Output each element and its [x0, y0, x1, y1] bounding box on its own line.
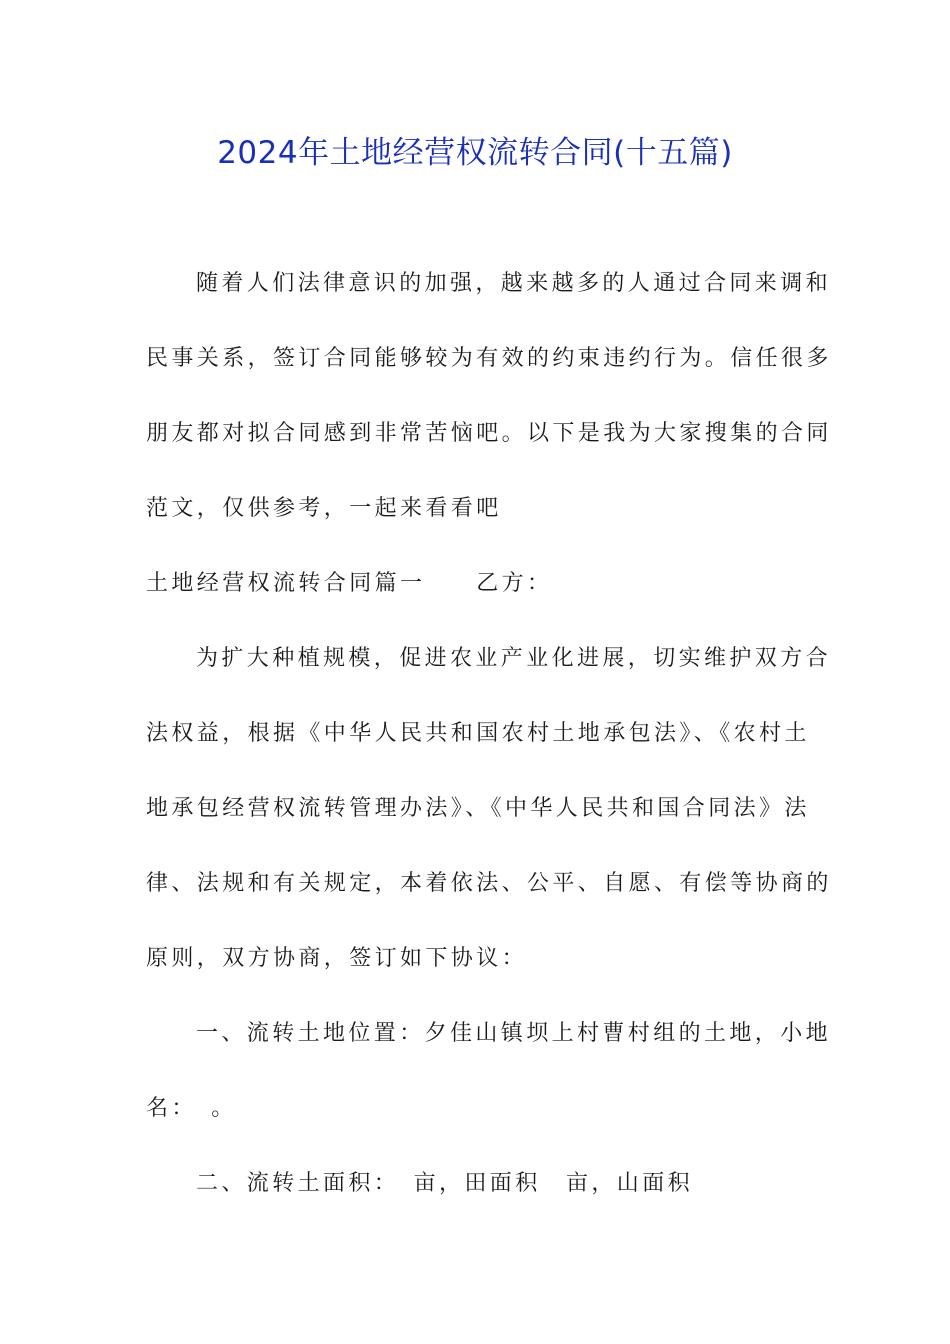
paragraph-line: 范文，仅供参考，一起来看看吧: [146, 496, 502, 521]
paragraph-line: 民事关系，签订合同能够较为有效的约束违约行为。信任很多: [146, 346, 832, 371]
section-heading: 土地经营权流转合同篇一 乙方：: [146, 571, 553, 596]
paragraph-line: 律、法规和有关规定，本着依法、公平、自愿、有偿等协商的: [146, 871, 832, 896]
paragraph-line: 随着人们法律意识的加强，越来越多的人通过合同来调和: [196, 271, 832, 296]
paragraph-line: 原则，双方协商，签订如下协议：: [146, 946, 528, 971]
clause-line: 一、流转土地位置：夕佳山镇坝上村曹村组的土地，小地: [196, 1021, 832, 1046]
paragraph-line: 法权益，根据《中华人民共和国农村土地承包法》、《农村土: [146, 721, 810, 746]
paragraph-line: 朋友都对拟合同感到非常苦恼吧。以下是我为大家搜集的合同: [146, 421, 832, 446]
paragraph-line: 为扩大种植规模，促进农业产业化进展，切实维护双方合: [196, 646, 832, 671]
paragraph-line: 地承包经营权流转管理办法》、《中华人民共和国合同法》法: [146, 796, 810, 821]
clause-line: 名： 。: [146, 1096, 237, 1121]
document-title: 2024年土地经营权流转合同(十五篇): [217, 135, 733, 171]
clause-line: 二、流转土面积： 亩，田面积 亩，山面积: [196, 1171, 694, 1196]
